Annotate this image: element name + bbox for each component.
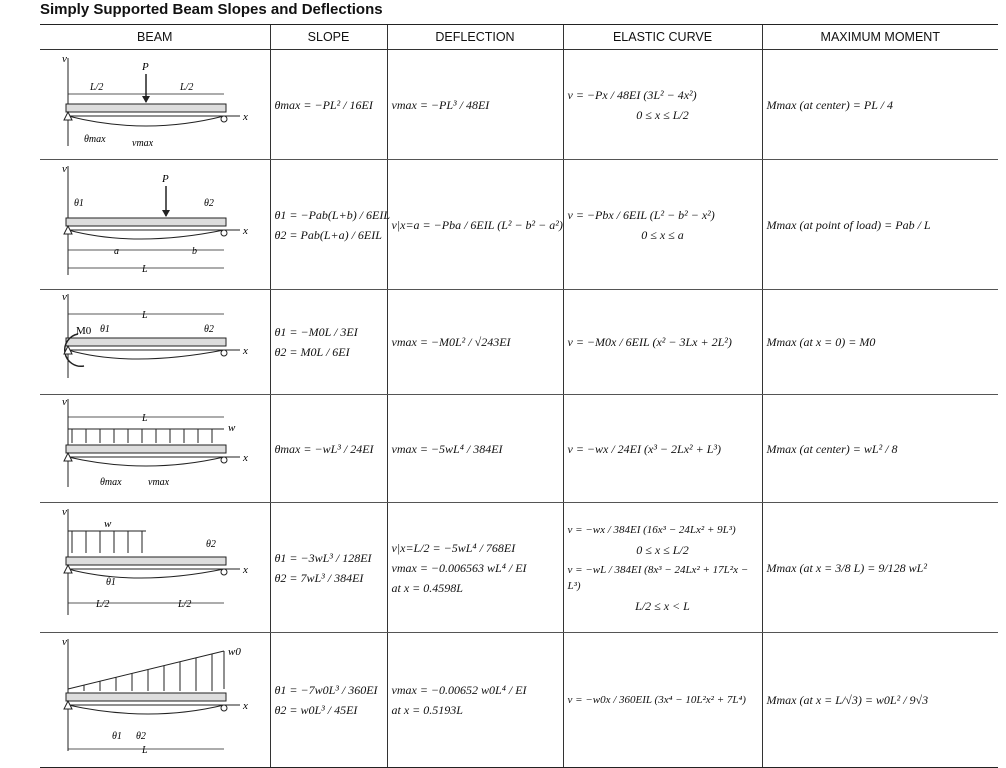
table-row: [40, 160, 998, 290]
header-row: [40, 25, 998, 50]
max-moment-cell: [762, 503, 998, 633]
beam-body: [66, 445, 226, 453]
max-moment-cell: [762, 633, 998, 768]
load-label: P: [142, 61, 149, 73]
dim-L-label: L: [142, 745, 148, 756]
slope-formula-theta1: θ1 = −Pab(L+b) / 6EIL: [274, 207, 391, 222]
deflection-location: at x = 0.4598L: [391, 580, 463, 595]
deflection-label: vmax: [148, 477, 170, 488]
beam-diagram-center-load: [40, 50, 270, 155]
table-row: [40, 503, 998, 633]
elastic-curve-formula: v = −w0x / 360EIL (3x⁴ − 10L²x² + 7L⁴): [567, 694, 746, 706]
slope-formula-theta2: θ2 = Pab(L+a) / 6EIL: [274, 227, 382, 242]
deflection-formula-mid: v|x=L/2 = −5wL⁴ / 768EI: [391, 540, 516, 555]
uniform-load-arrows: [72, 429, 212, 443]
axis-x-label: x: [243, 564, 248, 576]
elastic-curve-range-1: 0 ≤ x ≤ L/2: [636, 542, 689, 557]
deflection-formula: v|x=a = −Pba / 6EIL (L² − b² − a²): [391, 217, 563, 232]
deflected-shape: [68, 116, 224, 126]
elastic-curve-formula-1: v = −wx / 384EI (16x³ − 24Lx² + 9L³): [567, 523, 736, 536]
deflection-formula: vmax = −5wL⁴ / 384EI: [391, 441, 503, 456]
deflection-formula: vmax = −M0L² / √243EI: [391, 335, 511, 349]
slope-formula-theta1: θ1 = −3wL³ / 128EI: [274, 550, 372, 565]
beam-diagram-cell: [40, 160, 270, 290]
page-title: Simply Supported Beam Slopes and Deflections: [40, 1, 383, 18]
beam-diagram-cell: [40, 395, 270, 503]
header-max-moment: MAXIMUM MOMENT: [762, 25, 998, 50]
slope-cell: [270, 50, 387, 160]
slope-formula: θmax = −PL² / 16EI: [274, 97, 373, 112]
triangular-load-arrows: [84, 654, 212, 691]
roller-support: [221, 705, 227, 711]
span-right-label: L/2: [178, 599, 192, 610]
uniform-load-arrows: [72, 531, 142, 553]
axis-v-label: v: [62, 163, 67, 175]
table-row: [40, 290, 998, 395]
deflection-cell: [387, 395, 563, 503]
theta1-label: θ1: [106, 577, 116, 588]
beam-diagram-uniform-load: [40, 395, 270, 498]
header-elastic-curve: ELASTIC CURVE: [563, 25, 762, 50]
axis-v-label: v: [62, 396, 67, 408]
theta1-label: θ1: [112, 731, 122, 742]
beam-table: [40, 24, 998, 768]
roller-support: [221, 457, 227, 463]
deflection-cell: [387, 50, 563, 160]
elastic-curve-formula-2: v = −wL / 384EI (8x³ − 24Lx² + 17L²x − L³): [567, 563, 749, 592]
beam-diagram-offset-load: [40, 160, 270, 285]
elastic-curve-range-2: L/2 ≤ x < L: [635, 598, 690, 613]
beam-body: [66, 104, 226, 112]
theta1-label: θ1: [74, 198, 84, 209]
axis-v-label: v: [62, 506, 67, 518]
slope-cell: [270, 290, 387, 395]
slope-cell: [270, 160, 391, 290]
elastic-curve-cell: [563, 50, 762, 160]
deflection-cell: [387, 290, 563, 395]
table-row: [40, 633, 998, 768]
max-moment-formula: Mmax (at x = 0) = M0: [766, 335, 876, 349]
deflection-cell: [387, 503, 563, 633]
theta2-label: θ2: [136, 731, 146, 742]
deflected-shape: [68, 705, 224, 714]
slope-formula: θmax = −wL³ / 24EI: [274, 441, 374, 456]
roller-support: [221, 569, 227, 575]
max-moment-formula: Mmax (at x = 3/8 L) = 9/128 wL²: [766, 560, 927, 575]
deflection-formula: vmax = −0.00652 w0L⁴ / EI: [391, 683, 527, 697]
load-label: w0: [228, 646, 241, 658]
deflected-shape: [68, 569, 224, 578]
slope-formula-theta1: θ1 = −7w0L³ / 360EI: [274, 683, 378, 697]
slope-formula-theta1: θ1 = −M0L / 3EI: [274, 325, 358, 339]
point-load-arrow: [142, 96, 150, 103]
elastic-curve-range: 0 ≤ x ≤ a: [641, 227, 684, 242]
table-row: [40, 395, 998, 503]
deflection-label: vmax: [132, 138, 154, 149]
header-beam: BEAM: [40, 25, 270, 50]
slope-cell: [270, 395, 387, 503]
theta1-label: θ1: [100, 324, 110, 335]
max-moment-formula: Mmax (at center) = wL² / 8: [766, 441, 898, 456]
beam-diagram-cell: [40, 503, 270, 633]
max-moment-cell: [762, 50, 998, 160]
deflection-location: at x = 0.5193L: [391, 703, 463, 717]
load-label: w: [228, 422, 236, 434]
dim-a-label: a: [114, 246, 119, 257]
dim-L-label: L: [142, 310, 148, 321]
elastic-curve-range: 0 ≤ x ≤ L/2: [636, 107, 689, 122]
elastic-curve-cell: [563, 503, 762, 633]
slope-label: θmax: [100, 477, 122, 488]
span-left-label: L/2: [90, 82, 104, 93]
elastic-curve-cell: [563, 290, 762, 395]
deflected-shape: [68, 457, 224, 466]
slope-cell: [270, 503, 387, 633]
deflection-formula-max: vmax = −0.006563 wL⁴ / EI: [391, 560, 527, 575]
axis-x-label: x: [243, 225, 248, 237]
slope-formula-theta2: θ2 = w0L³ / 45EI: [274, 703, 358, 717]
load-label: w: [104, 518, 112, 530]
deflection-cell: [387, 160, 563, 290]
elastic-curve-cell: [563, 395, 762, 503]
axis-x-label: x: [243, 452, 248, 464]
beam-diagram-end-moment: [40, 290, 270, 390]
elastic-curve-cell: [563, 160, 762, 290]
theta2-label: θ2: [206, 539, 216, 550]
elastic-curve-formula: v = −Pbx / 6EIL (L² − b² − x²): [567, 207, 715, 222]
slope-formula-theta2: θ2 = M0L / 6EI: [274, 345, 350, 359]
table-row: [40, 50, 998, 160]
beam-diagram-cell: [40, 290, 270, 395]
axis-x-label: x: [243, 345, 248, 357]
beam-body: [66, 218, 226, 226]
axis-x-label: x: [243, 111, 248, 123]
header-slope: SLOPE: [270, 25, 387, 50]
dim-b-label: b: [192, 246, 197, 257]
roller-support: [221, 230, 227, 236]
dim-L-label: L: [142, 413, 148, 424]
max-moment-cell: [762, 395, 998, 503]
max-moment-formula: Mmax (at x = L/√3) = w0L² / 9√3: [766, 693, 929, 707]
beam-body: [66, 693, 226, 701]
beam-diagram-half-uniform-load: [40, 503, 270, 628]
deflected-shape: [68, 350, 224, 359]
load-label: P: [162, 173, 169, 185]
slope-label: θmax: [84, 134, 106, 145]
deflected-shape: [68, 230, 224, 239]
beam-diagram-cell: [40, 50, 270, 160]
moment-label: M0: [76, 325, 92, 337]
header-deflection: DEFLECTION: [387, 25, 563, 50]
roller-support: [221, 350, 227, 356]
beam-diagram-cell: [40, 633, 270, 768]
theta2-label: θ2: [204, 324, 214, 335]
max-moment-formula: Mmax (at point of load) = Pab / L: [766, 217, 931, 232]
elastic-curve-formula: v = −Px / 48EI (3L² − 4x²): [567, 87, 697, 102]
axis-v-label: v: [62, 291, 67, 303]
roller-support: [221, 116, 227, 122]
deflection-formula: vmax = −PL³ / 48EI: [391, 97, 490, 112]
span-left-label: L/2: [96, 599, 110, 610]
elastic-curve-formula: v = −wx / 24EI (x³ − 2Lx² + L³): [567, 441, 721, 456]
elastic-curve-formula: v = −M0x / 6EIL (x² − 3Lx + 2L²): [567, 335, 732, 349]
max-moment-cell: [762, 160, 998, 290]
beam-body: [66, 338, 226, 346]
dim-L-label: L: [142, 264, 148, 275]
slope-cell: [270, 633, 387, 768]
elastic-curve-cell: [563, 633, 762, 768]
beam-diagram-triangular-load: [40, 633, 270, 763]
beam-body: [66, 557, 226, 565]
theta2-label: θ2: [204, 198, 214, 209]
deflection-cell: [387, 633, 563, 768]
span-right-label: L/2: [180, 82, 194, 93]
max-moment-cell: [762, 290, 998, 395]
point-load-arrow: [162, 210, 170, 217]
axis-v-label: v: [62, 53, 67, 65]
axis-x-label: x: [243, 700, 248, 712]
axis-v-label: v: [62, 636, 67, 648]
slope-formula-theta2: θ2 = 7wL³ / 384EI: [274, 570, 364, 585]
max-moment-formula: Mmax (at center) = PL / 4: [766, 97, 894, 112]
